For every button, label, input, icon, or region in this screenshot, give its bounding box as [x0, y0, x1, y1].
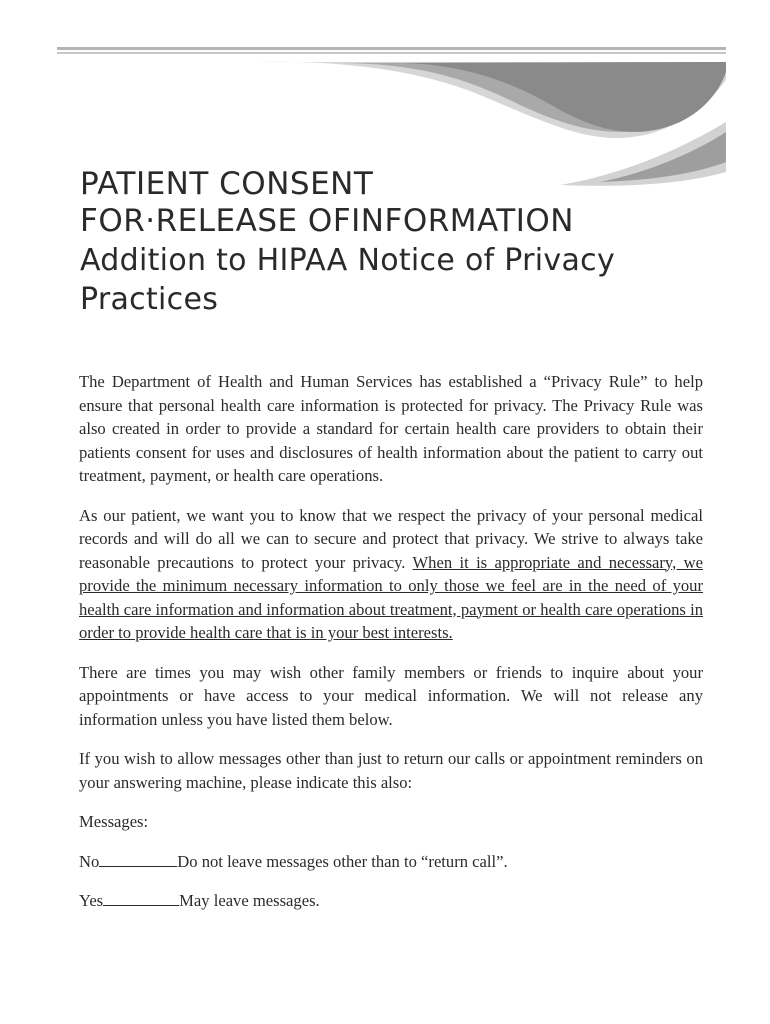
no-label: No [79, 851, 100, 871]
document-body [79, 370, 703, 929]
no-option-row [79, 850, 703, 874]
paragraph-messages-instructions: If you wish to allow messages other than just to return our calls or appointment reminders on your answering machine, please indicate this also: [79, 749, 703, 792]
document-subtitle: Addition to HIPAA Notice of Privacy Practices [80, 243, 616, 317]
no-blank-field[interactable] [99, 852, 177, 867]
no-option-text: Do not leave messages other than to “return call”. [177, 851, 508, 871]
paragraph-patient-privacy-text: As our patient, we want you to know that we respect the privacy of your personal medical records and will do all we can to secure and protect that privacy. We strive to always take reasonable precautions to protect your privacy. [79, 505, 703, 572]
paragraph-patient-privacy [79, 504, 703, 645]
document-title-line-2: FOR·RELEASE OFINFORMATION [80, 203, 574, 239]
paragraph-patient-privacy-underlined: When it is appropriate and necessary, we provide the minimum necessary information to only those we feel are in the need of your health care information and information about treatment, payment or health care operations in order to provide health care that is in your best interests. [79, 552, 704, 642]
messages-label: Messages: [79, 812, 149, 831]
paragraph-privacy-rule: The Department of Health and Human Services has established a “Privacy Rule” to help ensure that personal health care information is protected for privacy. The Privacy Rule was also created in order to provide a standard for certain health care providers to obtain their patients consent for uses and disclosures of health information about the patient to carry out treatment, payment, or health care operations. [79, 372, 703, 485]
paragraph-family-access: There are times you may wish other family members or friends to inquire about your appointments or have access to your medical information. We will not release any information unless you have listed them below. [79, 662, 703, 729]
yes-option-text: May leave messages. [179, 891, 320, 910]
yes-label: Yes [79, 891, 104, 910]
yes-option-row [79, 889, 703, 913]
document-title-line-1: PATIENT CONSENT [80, 166, 374, 202]
yes-blank-field[interactable] [103, 891, 179, 906]
title-block [80, 166, 720, 319]
